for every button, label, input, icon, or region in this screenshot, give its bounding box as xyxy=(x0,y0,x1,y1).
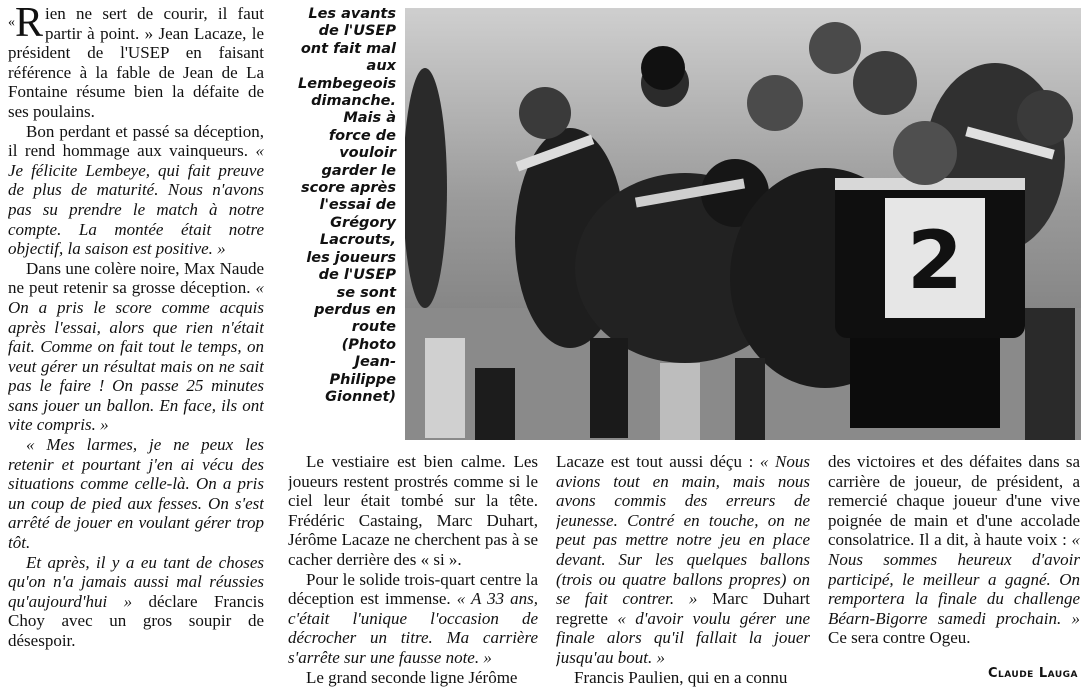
drop-cap: «R xyxy=(8,4,44,46)
paragraph: Bon perdant et passé sa déception, il rend hommage aux vainqueurs. « Je félicite Lembeye, qui fait preuve de plus de maturité. Nous n'avons pas su prendre le match à notre compte. La montée était notre objectif, la saison est positive. » xyxy=(8,121,264,259)
photo-caption: Les avants de l'USEP ont fait mal aux Lembegeois dimanche. Mais à force de vouloir garder le score après l'essai de Grégory Lacrouts, les joueurs de l'USEP se sont perdus en route (Photo Jean-Philippe Gionnet) xyxy=(298,6,397,405)
article-column-4 xyxy=(828,452,1080,688)
paragraph-lead: «R ien ne sert de courir, il faut partir à point. » Jean Lacaze, le président de l'USEP en faisant référence à la fable de Jean de La Fontaine résume bien la défaite de ses poulains. xyxy=(8,4,264,121)
paragraph: Lacaze est tout aussi déçu : « Nous avions tout en main, mais nous avons commis des erreurs de jeunesse. Contré en touche, on ne peut pas mettre notre jeu en place devant. Sur les quelques ballons (trois ou quatre ballons propres) on se fait contrer. » Marc Duhart regrette « d'avoir voulu gérer une finale alors qu'il fallait la jouer jusqu'au bout. » xyxy=(556,452,810,667)
paragraph: Et après, il y a eu tant de choses qu'on n'a jamais aussi mal réussies qu'aujourd'hui » déclare Francis Choy avec un gros soupir de désespoir. xyxy=(8,552,264,650)
photo-illustration xyxy=(405,8,1081,440)
rugby-maul-photo xyxy=(405,8,1081,440)
article-column-1 xyxy=(8,4,264,688)
jersey-number: 2 xyxy=(907,214,963,307)
paragraph: Dans une colère noire, Max Naude ne peut retenir sa grosse déception. « On a pris le score comme acquis après l'essai, alors que rien n'était fait. Comme on fait tout le temps, on veut gérer un résultat mais on ne sait pas le faire ! On passe 25 minutes sans jouer un ballon. En face, ils ont vite compris. » xyxy=(8,258,264,435)
paragraph: Pour le solide trois-quart centre la déception est immense. « A 33 ans, c'était l'unique l'occasion de décrocher un titre. Ma carrière s'arrête sur une fausse note. » xyxy=(288,569,538,667)
paragraph: Le grand seconde ligne Jérôme xyxy=(306,667,518,687)
paragraph: « Mes larmes, je ne peux les retenir et pourtant j'en ai vécu des situations comme celle-là. On a pris un coup de pied aux fesses. On s'est arrêté de jouer en voulant gérer trop tôt. xyxy=(8,435,264,553)
paragraph: des victoires et des défaites dans sa carrière de joueur, de président, a remercié chaque joueur d'une vive poignée de main et d'une accolade consolatrice. Il a dit, à haute voix : « Nous sommes heureux d'avoir participé, le meilleur a gagné. On remportera la finale du challenge Béarn-Bigorre samedi prochain. » Ce sera contre Ogeu. xyxy=(828,452,1080,648)
article-column-3 xyxy=(556,452,810,688)
author-byline: Claude Lauga xyxy=(987,666,1078,681)
article-column-2 xyxy=(288,452,538,688)
paragraph: Francis Paulien, qui en a connu xyxy=(574,667,788,687)
paragraph: Le vestiaire est bien calme. Les joueurs restent prostrés comme si le ciel leur était tombé sur la tête. Frédéric Castaing, Marc Duhart, Jérôme Lacaze ne cherchent pas à se cacher derrière des « si ». xyxy=(288,452,538,569)
